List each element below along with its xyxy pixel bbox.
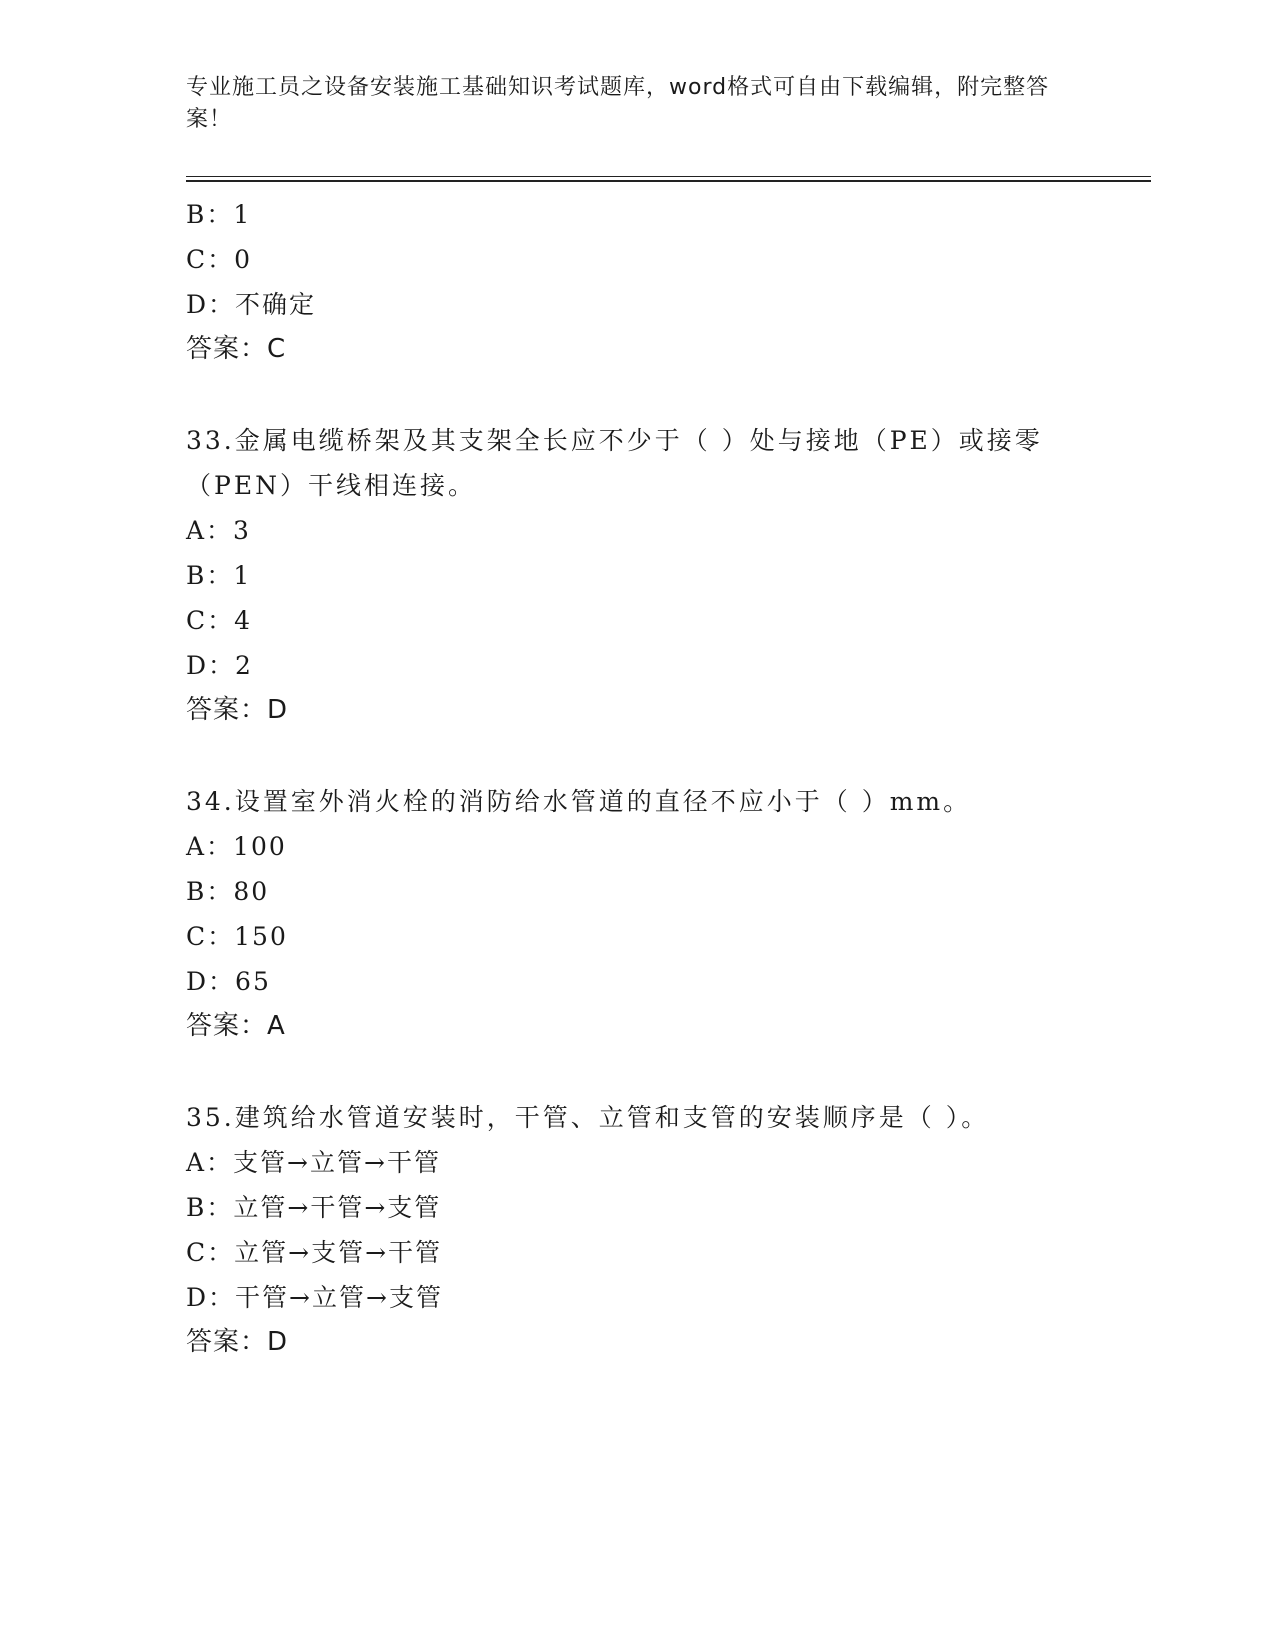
option: C：4 xyxy=(186,606,253,635)
document-header: 专业施工员之设备安装施工基础知识考试题库，word格式可自由下载编辑，附完整答案！ xyxy=(186,75,1050,132)
option: C：150 xyxy=(186,922,288,951)
question-34 xyxy=(186,779,1151,1049)
header-rule-thick xyxy=(186,180,1151,182)
question-35 xyxy=(186,1095,1151,1365)
option: C：0 xyxy=(186,245,253,274)
option: C：立管→支管→干管 xyxy=(186,1238,443,1267)
question-33 xyxy=(186,418,1151,733)
option: D：不确定 xyxy=(186,290,317,319)
option: B：1 xyxy=(186,561,252,590)
option: D：干管→立管→支管 xyxy=(186,1283,443,1312)
option: D：65 xyxy=(186,967,271,996)
option: A：支管→立管→干管 xyxy=(186,1148,441,1177)
option: A：3 xyxy=(186,516,251,545)
question-title: 33.金属电缆桥架及其支架全长应不少于（ ）处与接地（PE）或接零（PEN）干线相连接。 xyxy=(186,426,1043,500)
answer: 答案：A xyxy=(186,1011,286,1041)
option: A：100 xyxy=(186,832,287,861)
option: B：立管→干管→支管 xyxy=(186,1193,442,1222)
option: B：1 xyxy=(186,200,252,229)
answer: 答案：D xyxy=(186,1327,289,1357)
question-32-continued xyxy=(186,192,1151,372)
header-rule-thin xyxy=(186,176,1151,177)
question-title: 34.设置室外消火栓的消防给水管道的直径不应小于（ ）mm。 xyxy=(186,787,972,816)
option: B：80 xyxy=(186,877,270,906)
question-title: 35.建筑给水管道安装时，干管、立管和支管的安装顺序是（ ）。 xyxy=(186,1103,990,1132)
question-list xyxy=(186,192,1151,1365)
answer: 答案：D xyxy=(186,695,289,725)
answer: 答案：C xyxy=(186,334,287,364)
option: D：2 xyxy=(186,651,253,680)
